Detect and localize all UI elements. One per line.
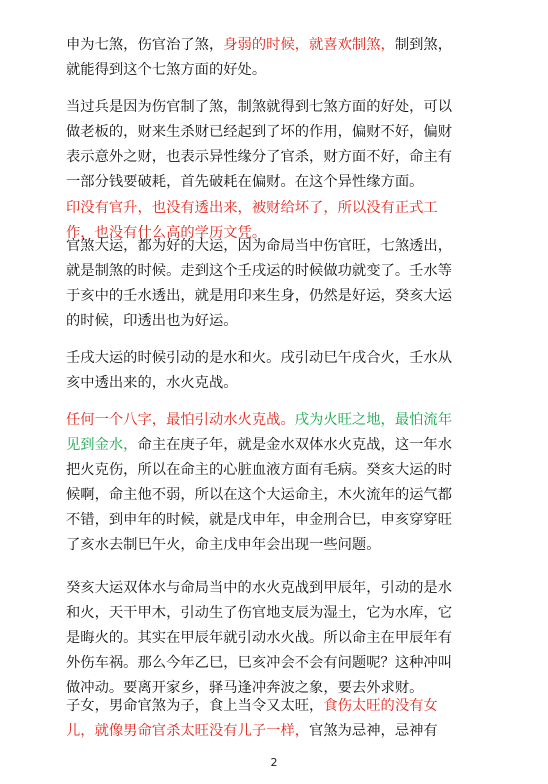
- text-line: [66, 719, 482, 744]
- text-line: [66, 95, 482, 120]
- text-line: [66, 433, 482, 458]
- highlight-red: 儿，就像男命官杀太旺没有儿子一样，: [66, 723, 310, 739]
- text-line: [66, 259, 482, 284]
- text-span: 做冲动。要离开家乡，驿马逢冲奔波之象，要去外求财。: [66, 680, 424, 696]
- paragraph-2: [66, 95, 482, 195]
- text-line: [66, 346, 482, 371]
- text-line: [66, 408, 482, 433]
- text-span: 子女，男命官煞为子，食上当令又太旺，: [66, 698, 324, 714]
- text-span: 官煞大运，都为好的大运，因为命局当中伤官旺，七煞透出，: [66, 238, 453, 254]
- text-line: [66, 234, 482, 259]
- text-line: [66, 458, 482, 483]
- text-span: 亥中透出来的，水火克战。: [66, 375, 238, 391]
- highlight-green: 戌为火旺之地，最怕流年: [294, 412, 453, 428]
- text-line: [66, 576, 482, 601]
- text-line: [66, 58, 482, 83]
- text-span: 是晦火的。其实在甲辰年就引动水火战。所以命主在甲辰年有: [66, 630, 453, 646]
- text-line: [66, 309, 482, 334]
- text-span: 候啊，命主他不弱，所以在这个大运命主，木火流年的运气都: [66, 487, 453, 503]
- text-line: [66, 651, 482, 676]
- text-span: 制到煞，: [394, 37, 453, 53]
- text-span: 就是制煞的时候。走到这个壬戌运的时候做功就变了。壬水等: [66, 263, 453, 279]
- highlight-green: 见到金水，: [66, 437, 138, 453]
- text-span: 就能得到这个七煞方面的好处。: [66, 62, 267, 78]
- text-line: [66, 145, 482, 170]
- paragraph-6: [66, 408, 482, 558]
- text-span: 于亥中的壬水透出，就是用印来生身，仍然是好运，癸亥大运: [66, 288, 453, 304]
- text-line: [66, 371, 482, 396]
- paragraph-5: [66, 346, 482, 396]
- highlight-red: 作，也没有什么高的学历文凭。: [66, 225, 267, 241]
- text-line: [66, 284, 482, 309]
- text-line: [66, 33, 482, 58]
- text-span: 和火，天干甲木，引动生了伤官地支辰为湿土，它为水库，它: [66, 605, 453, 621]
- text-span: 把火克伤，所以在命主的心脏血液方面有毛病。癸亥大运的时: [66, 462, 453, 478]
- highlight-red: 任何一个八字，最怕引动水火克战。: [66, 412, 295, 428]
- text-span: 命主在庚子年，就是金水双体水火克战，这一年水: [137, 437, 453, 453]
- text-line: [66, 120, 482, 145]
- text-line: [66, 601, 482, 626]
- text-span: 癸亥大运双体水与命局当中的水火克战到甲辰年，引动的是水: [66, 580, 453, 596]
- highlight-red: 身弱的时候，就喜欢制煞，: [223, 37, 395, 53]
- text-span: 申为七煞，伤官治了煞，: [66, 37, 224, 53]
- paragraph-8: [66, 694, 482, 744]
- text-span: 外伤车祸。那么今年乙巳，巳亥冲会不会有问题呢？这种冲叫: [66, 655, 453, 671]
- text-line: [66, 694, 482, 719]
- highlight-red: 印没有官升，也没有透出来，被财给坏了，所以没有正式工: [66, 200, 438, 216]
- paragraph-1: [66, 33, 482, 83]
- highlight-red: 食伤太旺的没有女: [323, 698, 438, 714]
- text-line: [66, 533, 482, 558]
- text-span: 不错，到申年的时候，就是戊申年，申金刑合巳，申亥穿穿旺: [66, 512, 453, 528]
- paragraph-7: [66, 576, 482, 701]
- page-number: 2: [270, 756, 278, 769]
- text-line: [66, 508, 482, 533]
- text-span: 做老板的，财来生杀财已经起到了坏的作用，偏财不好，偏财: [66, 124, 453, 140]
- text-line: [66, 170, 482, 195]
- text-span: 的时候，印透出也为好运。: [66, 313, 238, 329]
- text-line: [66, 483, 482, 508]
- text-span: 官煞为忌神，忌神有: [309, 723, 438, 739]
- text-span: 当过兵是因为伤官制了煞，制煞就得到七煞方面的好处，可以: [66, 99, 453, 115]
- text-line: [66, 196, 482, 221]
- text-span: 壬戌大运的时候引动的是水和火。戌引动巳午戌合火，壬水从: [66, 350, 453, 366]
- paragraph-4: [66, 234, 482, 334]
- text-span: 了亥水去制巳午火，命主戊申年会出现一些问题。: [66, 537, 381, 553]
- text-line: [66, 626, 482, 651]
- text-span: 表示意外之财，也表示异性缘分了官杀，财方面不好，命主有: [66, 149, 453, 165]
- text-span: 一部分钱要破耗，首先破耗在偏财。在这个异性缘方面。: [66, 174, 424, 190]
